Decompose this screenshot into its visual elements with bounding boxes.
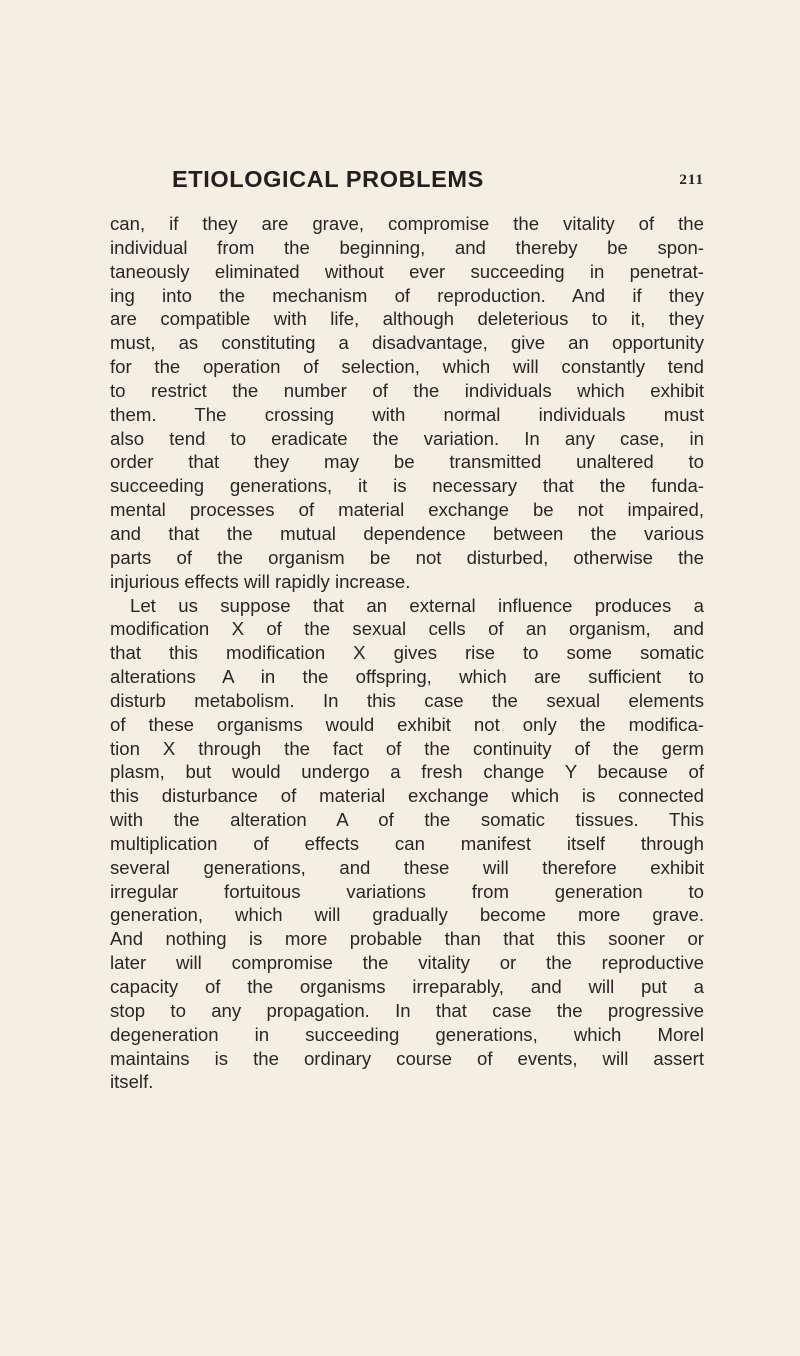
text-line: must, as constituting a disadvantage, give an opportunity [110, 332, 704, 354]
text-line: also tend to eradicate the variation. In any case, in [110, 427, 704, 449]
text-line: injurious effects will rapidly increase. [110, 570, 411, 592]
text-line: several generations, and these will therefore exhibit [110, 856, 704, 878]
text-line: stop to any propagation. In that case the progressive [110, 999, 704, 1021]
text-line: disturb metabolism. In this case the sexual elements [110, 689, 704, 711]
text-line: irregular fortuitous variations from generation to [110, 880, 704, 902]
text-line: generation, which will gradually become more grave. [110, 904, 704, 926]
body-text [110, 212, 704, 1094]
text-line: multiplication of effects can manifest itself through [110, 832, 704, 854]
text-line: degeneration in succeeding generations, which Morel [110, 1023, 704, 1045]
text-line: mental processes of material exchange be not impaired, [110, 499, 704, 521]
text-line: that this modification X gives rise to some somatic [110, 642, 704, 664]
text-line: later will compromise the vitality or the reproductive [110, 952, 704, 974]
text-line: modification X of the sexual cells of an organism, and [110, 618, 704, 640]
text-line: and that the mutual dependence between the various [110, 522, 704, 544]
text-line: ing into the mechanism of reproduction. And if they [110, 284, 704, 306]
text-line: succeeding generations, it is necessary that the funda- [110, 475, 704, 497]
text-line: with the alteration A of the somatic tissues. This [110, 809, 704, 831]
text-line: them. The crossing with normal individuals must [110, 403, 704, 425]
text-line: for the operation of selection, which will constantly tend [110, 356, 704, 378]
text-line: parts of the organism be not disturbed, otherwise the [110, 546, 704, 568]
text-line: plasm, but would undergo a fresh change Y because of [110, 761, 704, 783]
text-line: taneously eliminated without ever succeeding in penetrat- [110, 260, 704, 282]
text-line: are compatible with life, although deleterious to it, they [110, 308, 704, 330]
text-line: to restrict the number of the individuals which exhibit [110, 379, 704, 401]
paragraph-1 [110, 212, 704, 594]
text-line: order that they may be transmitted unaltered to [110, 451, 704, 473]
text-line: capacity of the organisms irreparably, and will put a [110, 976, 704, 997]
running-head [110, 166, 704, 198]
text-line: can, if they are grave, compromise the vitality of the [110, 213, 704, 234]
text-line: tion X through the fact of the continuity of the germ [110, 737, 704, 759]
text-line: maintains is the ordinary course of events, will assert [110, 1047, 704, 1069]
text-line: individual from the beginning, and thereby be spon- [110, 236, 704, 258]
paragraph-2 [110, 594, 704, 1095]
page-title: ETIOLOGICAL PROBLEMS [172, 166, 484, 192]
text-line: this disturbance of material exchange which is connected [110, 785, 704, 807]
text-line: And nothing is more probable than that this sooner or [110, 928, 704, 950]
text-line: Let us suppose that an external influence produces a [130, 594, 704, 616]
page-number: 211 [679, 172, 704, 188]
text-line: alterations A in the offspring, which are sufficient to [110, 666, 704, 688]
text-line: of these organisms would exhibit not only the modifica- [110, 713, 704, 735]
text-line: itself. [110, 1071, 154, 1093]
